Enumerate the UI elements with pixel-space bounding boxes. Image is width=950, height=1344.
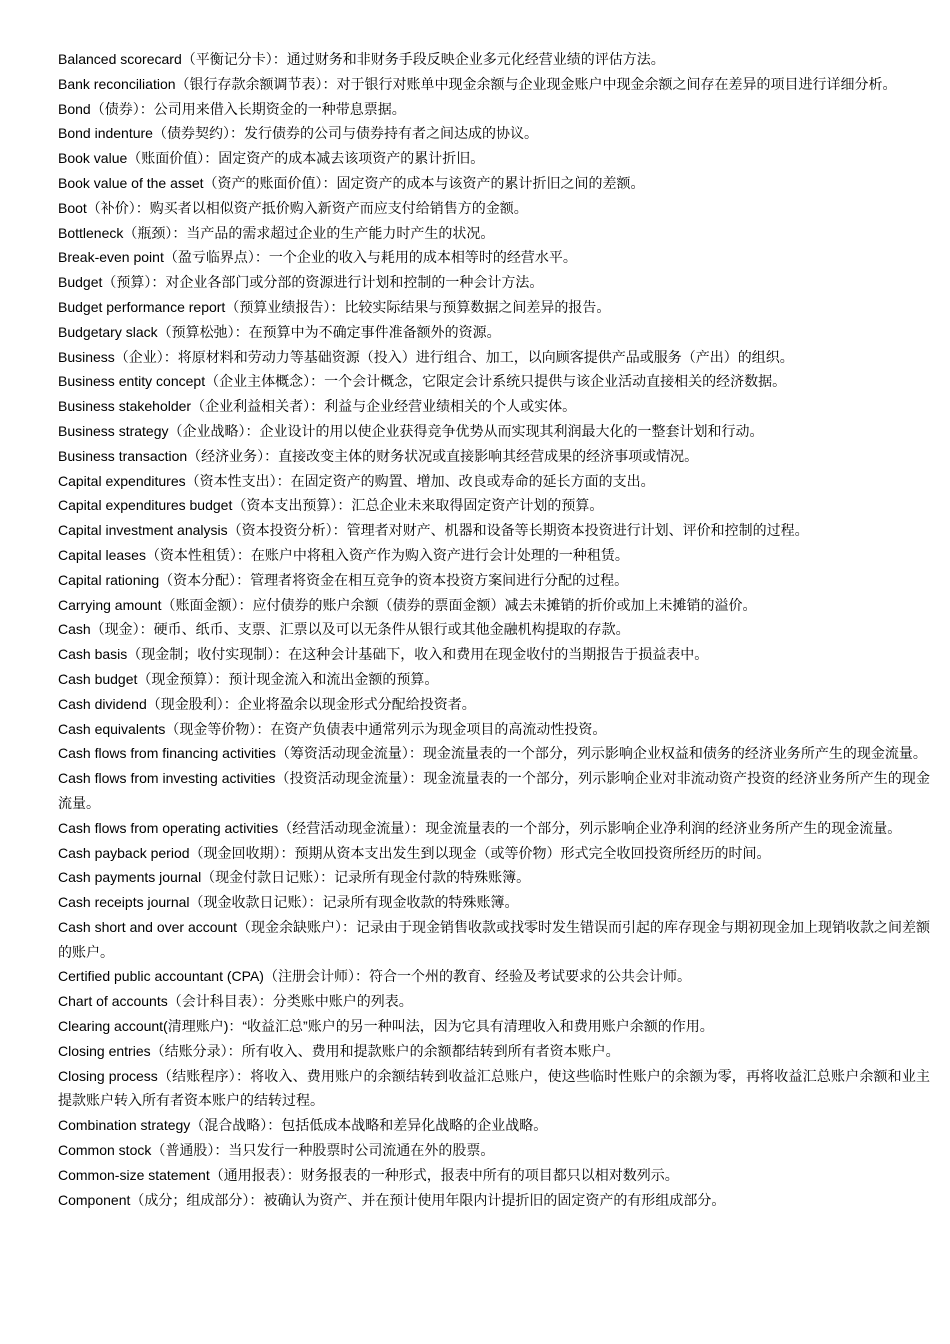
glossary-entry: Break-even point（盈亏临界点）：一个企业的收入与耗用的成本相等时的经营水平。 <box>58 249 577 266</box>
glossary-entry: Carrying amount（账面金额）：应付债券的账户余额（债券的票面金额）减去未摊销的折价或加上未摊销的溢价。 <box>58 596 757 613</box>
glossary-entry: Bond（债券）：公司用来借入长期资金的一种带息票据。 <box>58 100 406 117</box>
glossary-entry: Closing process（结账程序）：将收入、费用账户的余额结转到收益汇总账户，使这些临时性账户的余额为零，再将收益汇总账户余额和业主提款账户转入所有者资本账户的结转过程。 <box>58 1067 930 1109</box>
glossary-entry: Chart of accounts（会计科目表）：分类账中账户的列表。 <box>58 993 413 1010</box>
glossary-entry: Business entity concept（企业主体概念）：一个会计概念，它限定会计系统只提供与该企业活动直接相关的经济数据。 <box>58 373 787 390</box>
glossary-entry: Capital rationing（资本分配）：管理者将资金在相互竞争的资本投资方案间进行分配的过程。 <box>58 571 629 588</box>
glossary-entry: Common stock（普通股）：当只发行一种股票时公司流通在外的股票。 <box>58 1142 495 1159</box>
glossary-entry: Cash flows from investing activities（投资活动现金流量）：现金流量表的一个部分，列示影响企业对非流动资产投资的经济业务所产生的现金流量。 <box>58 770 930 811</box>
glossary-entry: Budget performance report（预算业绩报告）：比较实际结果与预算数据之间差异的报告。 <box>58 298 611 315</box>
glossary-entry: Business strategy（企业战略）：企业设计的用以使企业获得竞争优势从而实现其利润最大化的一整套计划和行动。 <box>58 422 764 439</box>
glossary-entry: Boot（补价）：购买者以相似资产抵价购入新资产而应支付给销售方的金额。 <box>58 199 528 216</box>
glossary-entry: Cash short and over account（现金余缺账户）：记录由于现金销售收款或找零时发生错误而引起的库存现金与期初现金加上现销收款之间差额的账户。 <box>58 918 930 960</box>
glossary-entry: Business（企业）：将原材料和劳动力等基础资源（投入）进行组合、加工，以向顾客提供产品或服务（产出）的组织。 <box>58 348 794 365</box>
glossary-entry: Capital expenditures budget（资本支出预算）：汇总企业未来取得固定资产计划的预算。 <box>58 497 604 514</box>
glossary-entry: Closing entries（结账分录）：所有收入、费用和提款账户的余额都结转到所有者资本账户。 <box>58 1042 620 1059</box>
glossary-entry: Cash（现金）：硬币、纸币、支票、汇票以及可以无条件从银行或其他金融机构提取的存款。 <box>58 621 630 638</box>
glossary-entry: Cash flows from operating activities（经营活动现金流量）：现金流量表的一个部分，列示影响企业净利润的经济业务所产生的现金流量。 <box>58 819 902 836</box>
glossary-page <box>58 47 930 1212</box>
glossary-entry: Capital expenditures（资本性支出）：在固定资产的购置、增加、改良或寿命的延长方面的支出。 <box>58 472 655 489</box>
glossary-entry: Cash basis（现金制；收付实现制）：在这种会计基础下，收入和费用在现金收付的当期报告于损益表中。 <box>58 646 709 663</box>
glossary-entry: Budgetary slack（预算松弛）：在预算中为不确定事件准备额外的资源。 <box>58 323 501 340</box>
glossary-entry: Cash dividend（现金股利）：企业将盈余以现金形式分配给投资者。 <box>58 695 476 712</box>
glossary-entry: Cash flows from financing activities（筹资活动现金流量）：现金流量表的一个部分，列示影响企业权益和债务的经济业务所产生的现金流量。 <box>58 745 927 762</box>
glossary-entry: Bottleneck（瓶颈）：当产品的需求超过企业的生产能力时产生的状况。 <box>58 224 495 241</box>
glossary-entry: Balanced scorecard（平衡记分卡）：通过财务和非财务手段反映企业多元化经营业绩的评估方法。 <box>58 51 665 67</box>
glossary-entry: Cash equivalents（现金等价物）：在资产负债表中通常列示为现金项目的高流动性投资。 <box>58 720 607 737</box>
glossary-entry: Cash payments journal（现金付款日记账）：记录所有现金付款的特殊账簿。 <box>58 869 531 886</box>
glossary-entry: Bank reconciliation（银行存款余额调节表）：对于银行对账单中现金余额与企业现金账户中现金余额之间存在差异的项目进行详细分析。 <box>58 75 897 92</box>
glossary-entry: Capital investment analysis（资本投资分析）：管理者对财产、机器和设备等长期资本投资进行计划、评价和控制的过程。 <box>58 522 809 539</box>
glossary-entry: Budget（预算）：对企业各部门或分部的资源进行计划和控制的一种会计方法。 <box>58 274 544 291</box>
glossary-entry: Cash payback period（现金回收期）：预期从资本支出发生到以现金（或等价物）形式完全收回投资所经历的时间。 <box>58 844 771 861</box>
glossary-entry: Clearing account(清理账户)：“收益汇总”账户的另一种叫法，因为它具有清理收入和费用账户余额的作用。 <box>58 1018 714 1035</box>
glossary-entry: Book value（账面价值）：固定资产的成本减去该项资产的累计折旧。 <box>58 150 485 167</box>
glossary-entry: Cash receipts journal（现金收款日记账）：记录所有现金收款的特殊账簿。 <box>58 894 519 911</box>
glossary-entry: Certified public accountant (CPA)（注册会计师）：符合一个州的教育、经验及考试要求的公共会计师。 <box>58 968 691 985</box>
glossary-entry: Business transaction（经济业务）：直接改变主体的财务状况或直接影响其经营成果的经济事项或情况。 <box>58 447 699 464</box>
glossary-entry: Bond indenture（债券契约）：发行债券的公司与债券持有者之间达成的协议。 <box>58 125 538 142</box>
glossary-entry: Capital leases（资本性租赁）：在账户中将租入资产作为购入资产进行会计处理的一种租赁。 <box>58 546 629 563</box>
glossary-entry: Book value of the asset（资产的账面价值）：固定资产的成本与该资产的累计折旧之间的差额。 <box>58 174 645 191</box>
glossary-entry: Cash budget（现金预算）：预计现金流入和流出金额的预算。 <box>58 670 439 687</box>
glossary-entry: Business stakeholder（企业利益相关者）：利益与企业经营业绩相关的个人或实体。 <box>58 398 577 415</box>
glossary-entry: Combination strategy（混合战略）：包括低成本战略和差异化战略的企业战略。 <box>58 1117 548 1134</box>
glossary-entry: Component（成分；组成部分）：被确认为资产、并在预计使用年限内计提折旧的固定资产的有形组成部分。 <box>58 1191 726 1208</box>
glossary-entry: Common-size statement（通用报表）：财务报表的一种形式，报表中所有的项目都只以相对数列示。 <box>58 1166 679 1183</box>
